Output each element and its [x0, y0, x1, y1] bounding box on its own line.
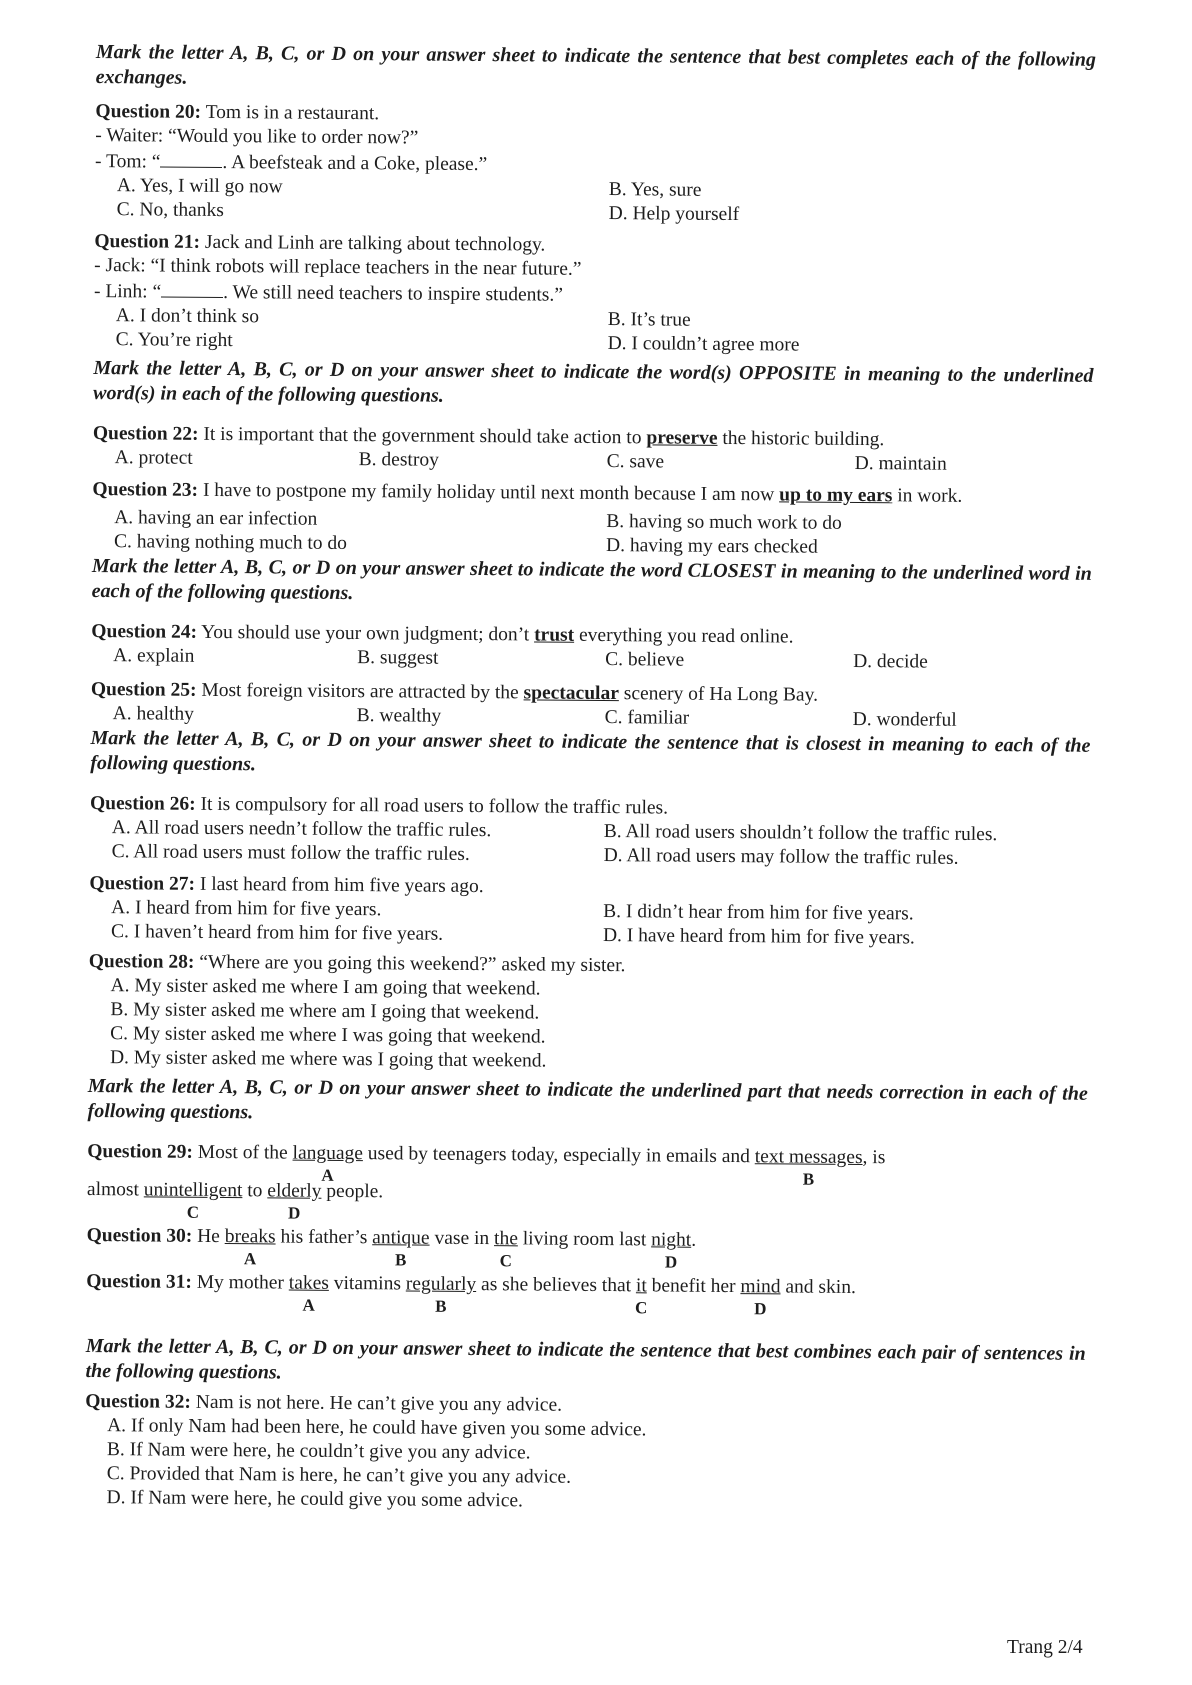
question-26: [90, 792, 1091, 872]
underlined-text: takes: [288, 1272, 329, 1294]
option-a[interactable]: A. All road users needn’t follow the traffic rules.: [111, 817, 492, 842]
question-24: [91, 620, 1091, 676]
question-label: Question 22:: [92, 422, 199, 445]
dialogue-line: - Tom: “: [94, 150, 161, 173]
option-c[interactable]: C. All road users must follow the traffic rules.: [111, 841, 470, 865]
part-label-a: A: [243, 1249, 257, 1269]
underlined-text: language: [292, 1142, 364, 1165]
option-c[interactable]: C. I haven’t heard from him for five years.: [110, 921, 444, 945]
option-c[interactable]: C. Provided that Nam is here, he can’t give you any advice.: [106, 1463, 572, 1488]
underlined-text: mind: [740, 1276, 781, 1298]
part-label-c: C: [499, 1251, 513, 1271]
option-c[interactable]: C. save: [606, 451, 665, 473]
underlined-part-a[interactable]: [288, 1272, 329, 1315]
question-28: [88, 950, 1089, 1078]
question-text: You should use your own judgment; don’t: [201, 621, 535, 646]
question-text: to: [242, 1180, 268, 1202]
part-label-c: C: [186, 1202, 200, 1222]
question-text: vitamins: [328, 1272, 406, 1295]
option-d[interactable]: D. having my ears checked: [605, 535, 818, 558]
question-text: Most of the: [197, 1141, 293, 1164]
answer-blank: [161, 279, 223, 298]
option-b[interactable]: B. My sister asked me where am I going that weekend.: [110, 999, 540, 1024]
question-label: Question 32:: [85, 1390, 192, 1413]
option-b[interactable]: B. If Nam were here, he couldn’t give you any advice.: [106, 1439, 531, 1464]
option-a[interactable]: A. having an ear infection: [114, 507, 318, 530]
option-b[interactable]: B. wealthy: [356, 705, 442, 727]
part-label-d: D: [754, 1299, 767, 1319]
question-text: Most foreign visitors are attracted by the: [201, 679, 524, 704]
section-instruction-responses: Mark the letter A, B, C, or D on your answer sheet to indicate the sentence that best completes each of the following exchanges.: [95, 40, 1096, 89]
section-instruction-opposite: Mark the letter A, B, C, or D on your answer sheet to indicate the word(s) OPPOSITE in meaning to the underlined word(s) in each of the following questions.: [93, 356, 1094, 407]
option-a[interactable]: A. I heard from him for five years.: [111, 897, 382, 921]
part-label-a: A: [321, 1165, 334, 1185]
question-23: [92, 478, 1093, 562]
question-text: Tom is in a restaurant.: [205, 101, 380, 125]
part-label-d: D: [664, 1252, 678, 1272]
question-text: people.: [321, 1180, 384, 1203]
option-b[interactable]: B. suggest: [357, 647, 439, 669]
underlined-part-c[interactable]: [635, 1274, 648, 1318]
underlined-text: regularly: [405, 1273, 477, 1296]
question-20: [95, 100, 1096, 230]
option-c[interactable]: C. familiar: [604, 707, 690, 729]
underlined-text: the: [494, 1228, 518, 1250]
question-label: Question 30:: [86, 1224, 193, 1247]
question-27: [89, 872, 1090, 952]
section-instruction-closest-word: Mark the letter A, B, C, or D on your answer sheet to indicate the word CLOSEST in meaning to the underlined word in each of the following questions.: [91, 554, 1092, 605]
section-instruction-closest-sentence: Mark the letter A, B, C, or D on your answer sheet to indicate the sentence that is closest in meaning to each of the following questions.: [90, 726, 1091, 776]
question-text: .: [691, 1229, 697, 1251]
option-c[interactable]: C. having nothing much to do: [113, 531, 348, 554]
option-b[interactable]: B. destroy: [358, 449, 439, 471]
question-text: My mother: [196, 1271, 289, 1294]
question-text: living room last: [517, 1228, 652, 1251]
underlined-part-b[interactable]: [754, 1145, 863, 1189]
question-text: He: [197, 1225, 225, 1248]
underlined-text: unintelligent: [143, 1179, 243, 1202]
option-d[interactable]: D. My sister asked me where was I going that weekend.: [109, 1047, 547, 1072]
question-label: Question 27:: [89, 872, 196, 895]
underlined-text: text messages: [754, 1146, 863, 1169]
question-22: [93, 422, 1093, 478]
question-text-end: the historic building.: [717, 427, 885, 451]
underlined-text: night: [651, 1229, 692, 1251]
underlined-text: breaks: [224, 1226, 276, 1248]
question-label: Question 29:: [87, 1140, 193, 1163]
underlined-part-a[interactable]: [224, 1225, 276, 1269]
question-label: Question 21:: [94, 230, 201, 253]
question-text: almost: [86, 1178, 144, 1201]
underlined-part-a[interactable]: [292, 1142, 364, 1185]
question-label: Question 23:: [92, 478, 199, 501]
question-label: Question 31:: [86, 1270, 192, 1293]
part-label-c: C: [635, 1298, 648, 1318]
dialogue-line-end: . A beefsteak and a Coke, please.”: [222, 151, 488, 176]
question-text: Jack and Linh are talking about technology.: [204, 231, 546, 256]
question-30: [86, 1224, 1087, 1272]
underlined-part-c[interactable]: [494, 1227, 518, 1271]
underlined-text: it: [635, 1275, 647, 1297]
option-d[interactable]: D. maintain: [854, 452, 947, 475]
dialogue-line: - Linh: “: [93, 280, 162, 303]
section-instruction-combine: Mark the letter A, B, C, or D on your answer sheet to indicate the sentence that best combines each pair of sentences in the following questions.: [85, 1334, 1086, 1384]
option-b[interactable]: B. I didn’t hear from him for five years.: [603, 901, 914, 925]
underlined-part-c[interactable]: [143, 1178, 243, 1222]
option-a[interactable]: A. I don’t think so: [115, 305, 260, 328]
question-25: [91, 678, 1091, 734]
question-text: as she believes that: [476, 1274, 637, 1297]
question-32: [84, 1390, 1085, 1518]
question-29: [86, 1140, 1087, 1223]
option-b[interactable]: B. It’s true: [607, 309, 691, 331]
part-label-d: D: [288, 1203, 301, 1223]
part-label-b: B: [395, 1250, 407, 1270]
dialogue-line-end: . We still need teachers to inspire students.”: [223, 282, 564, 306]
option-a[interactable]: A. Yes, I will go now: [116, 175, 283, 198]
question-text: used by teenagers today, especially in emails and: [362, 1143, 755, 1168]
underlined-word: up to my ears: [779, 484, 893, 507]
option-c[interactable]: C. believe: [605, 649, 685, 671]
question-text-end: in work.: [892, 485, 963, 507]
answer-blank: [160, 149, 222, 168]
option-c[interactable]: C. My sister asked me where I was going that weekend.: [110, 1023, 546, 1048]
question-31: [86, 1270, 1086, 1319]
dialogue-line: - Waiter: “Would you like to order now?”: [95, 124, 419, 149]
question-text: his father’s: [275, 1226, 373, 1249]
part-label-b: B: [435, 1296, 447, 1316]
question-21: [94, 230, 1095, 360]
option-c[interactable]: C. No, thanks: [116, 199, 224, 222]
underlined-word: preserve: [646, 427, 718, 449]
exam-page: [84, 40, 1096, 1518]
question-text: vase in: [429, 1227, 495, 1250]
dialogue-line: - Jack: “I think robots will replace teachers in the near future.”: [94, 254, 582, 280]
option-d[interactable]: D. decide: [853, 650, 928, 673]
question-text: It is important that the government should take action to: [203, 423, 647, 449]
underlined-part-d[interactable]: [651, 1228, 692, 1272]
option-d[interactable]: D. All road users may follow the traffic rules.: [603, 845, 959, 869]
page-number: Trang 2/4: [1007, 1637, 1083, 1658]
question-text: It is compulsory for all road users to follow the traffic rules.: [200, 793, 669, 819]
underlined-part-b[interactable]: [372, 1226, 430, 1270]
question-text: Nam is not here. He can’t give you any advice.: [195, 1391, 563, 1416]
question-text: benefit her: [646, 1275, 741, 1298]
part-label-b: B: [802, 1169, 815, 1189]
question-label: Question 28:: [88, 950, 195, 973]
option-d[interactable]: D. wonderful: [852, 708, 957, 731]
option-a[interactable]: A. protect: [114, 447, 193, 469]
option-d[interactable]: D. If Nam were here, he could give you some advice.: [106, 1487, 524, 1512]
underlined-text: antique: [372, 1227, 430, 1249]
option-d[interactable]: D. I have heard from him for five years.: [602, 925, 915, 949]
question-text: I last heard from him five years ago.: [199, 873, 484, 898]
part-label-a: A: [302, 1295, 315, 1315]
question-text: and skin.: [780, 1276, 856, 1299]
section-instruction-correction: Mark the letter A, B, C, or D on your answer sheet to indicate the underlined part that needs correction in each of the following questions.: [87, 1074, 1088, 1124]
underlined-word: spectacular: [523, 682, 619, 705]
option-d[interactable]: D. Help yourself: [608, 203, 740, 226]
underlined-text: elderly: [267, 1180, 322, 1202]
option-a[interactable]: A. If only Nam had been here, he could have given you some advice.: [107, 1415, 647, 1441]
question-text: , is: [862, 1147, 886, 1169]
underlined-part-d[interactable]: [740, 1275, 781, 1319]
option-b[interactable]: B. All road users shouldn’t follow the traffic rules.: [603, 821, 998, 846]
option-b[interactable]: B. Yes, sure: [608, 179, 702, 201]
question-label: Question 20:: [95, 100, 202, 123]
question-label: Question 26:: [89, 792, 196, 815]
question-label: Question 25:: [90, 678, 197, 701]
question-text: “Where are you going this weekend?” asked my sister.: [199, 951, 626, 977]
underlined-word: trust: [534, 624, 575, 646]
option-b[interactable]: B. having so much work to do: [606, 511, 842, 534]
underlined-part-d[interactable]: [267, 1179, 322, 1223]
question-text-end: everything you read online.: [574, 624, 794, 648]
question-text-end: scenery of Ha Long Bay.: [618, 683, 819, 706]
underlined-part-b[interactable]: [405, 1272, 477, 1316]
option-a[interactable]: A. explain: [113, 645, 195, 667]
question-label: Question 24:: [91, 620, 198, 643]
option-d[interactable]: D. I couldn’t agree more: [607, 333, 800, 356]
question-text: I have to postpone my family holiday until next month because I am now: [202, 479, 780, 506]
option-c[interactable]: C. You’re right: [115, 329, 233, 352]
option-a[interactable]: A. healthy: [112, 703, 195, 725]
option-a[interactable]: A. My sister asked me where I am going that weekend.: [110, 975, 541, 1000]
